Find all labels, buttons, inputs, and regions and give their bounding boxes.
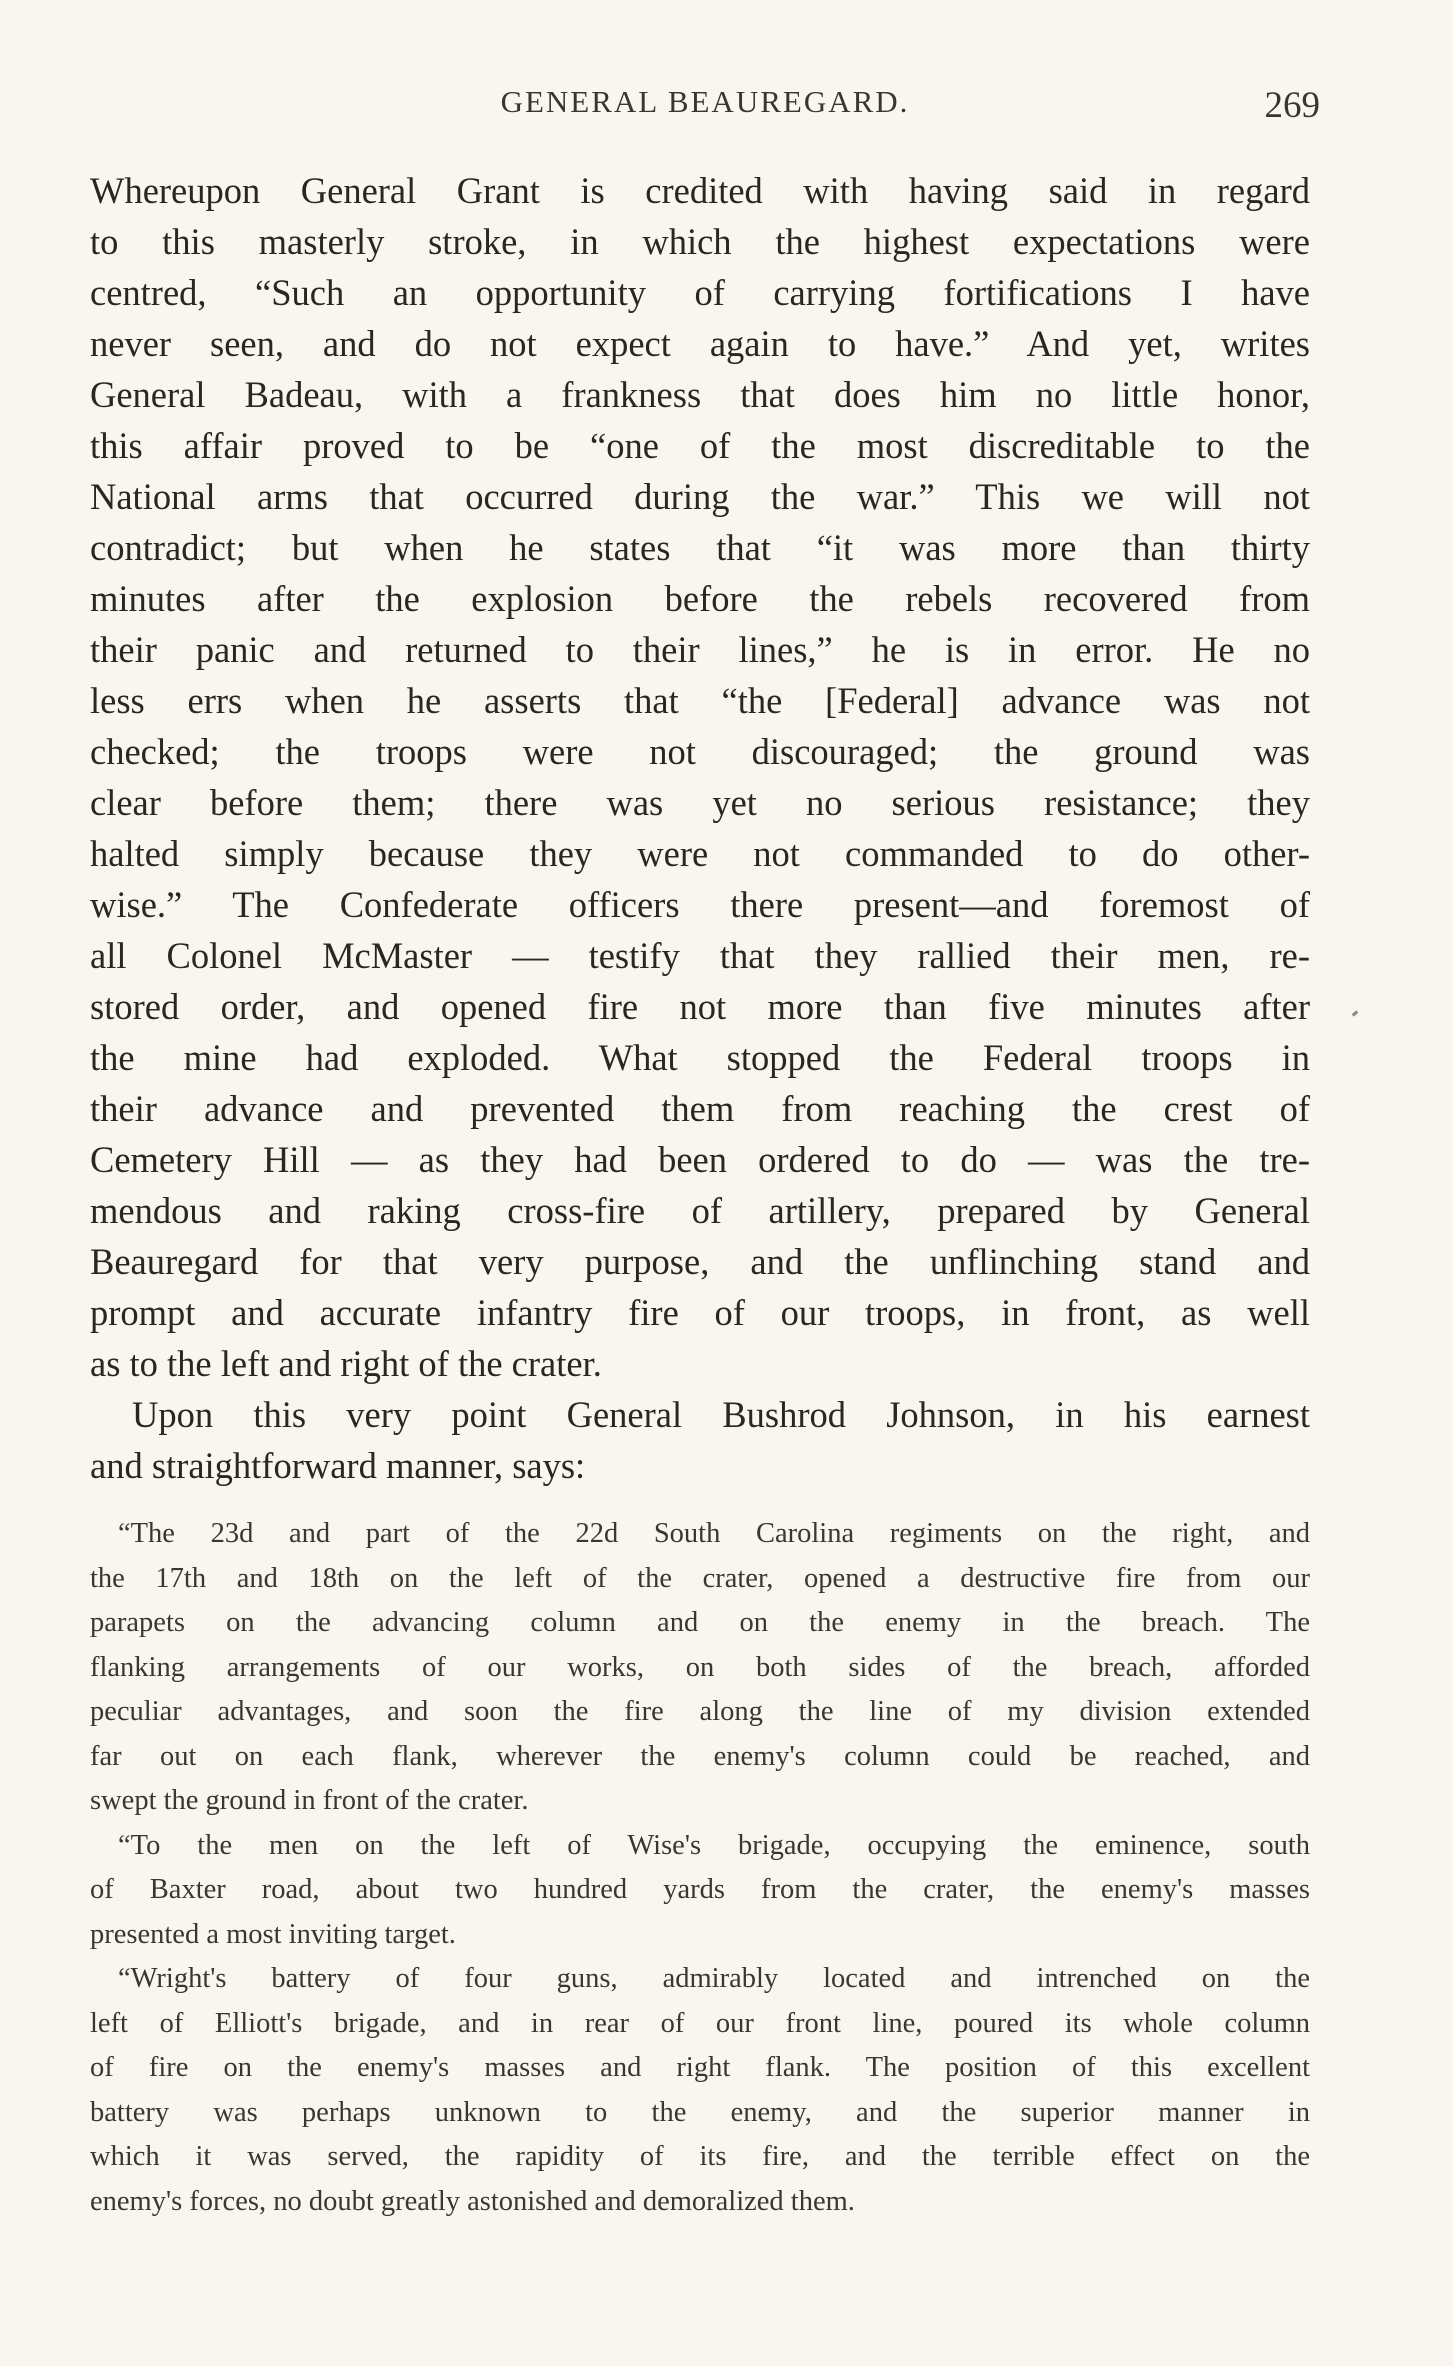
text-line: General Badeau, with a frankness that does him no little honor, [90,374,1310,415]
quote-line: peculiar advantages, and soon the fire along the line of my division extended [90,1696,1310,1727]
page-number: 269 [1264,85,1320,126]
quote-line: presented a most inviting target. [90,1918,456,1950]
quote-line: flanking arrangements of our works, on both sides of the breach, afforded [90,1651,1310,1683]
text-line: National arms that occurred during the war.” This we will not [90,476,1310,517]
text-line: centred, “Such an opportunity of carrying fortifications I have [90,272,1310,313]
text-line: the mine had exploded. What stopped the Federal troops in [90,1037,1310,1078]
running-head: GENERAL BEAUREGARD. [500,84,910,119]
text-line: mendous and raking cross-fire of artillery, prepared by General [90,1190,1310,1231]
text-line: and straightforward manner, says: [90,1445,586,1486]
text-line: all Colonel McMaster — testify that they rallied their men, re- [90,935,1310,976]
text-line: as to the left and right of the crater. [90,1343,602,1384]
text-line: clear before them; there was yet no serious resistance; they [90,782,1310,823]
text-line: never seen, and do not expect again to have.” And yet, writes [90,323,1310,364]
text-line: halted simply because they were not commanded to do other- [90,833,1310,874]
text-line: Cemetery Hill — as they had been ordered to do — was the tre- [90,1139,1310,1180]
quote-line: “The 23d and part of the 22d South Carolina regiments on the right, and [118,1518,1310,1549]
text-line: Whereupon General Grant is credited with having said in regard [90,170,1310,211]
text-line: their panic and returned to their lines,” he is in error. He no [90,629,1310,670]
quote-line: of fire on the enemy's masses and right flank. The position of this excellent [90,2052,1310,2083]
text-line: Upon this very point General Bushrod Johnson, in his earnest [132,1394,1310,1435]
text-line: their advance and prevented them from reaching the crest of [90,1088,1310,1129]
text-line: less errs when he asserts that “the [Federal] advance was not [90,680,1310,721]
text-line: Beauregard for that very purpose, and the unflinching stand and [90,1241,1310,1282]
quote-line: “Wright's battery of four guns, admirably located and intrenched on the [118,1963,1310,1994]
page-header [90,84,1320,134]
quote-line: “To the men on the left of Wise's brigade, occupying the eminence, south [118,1829,1310,1861]
text-line: contradict; but when he states that “it was more than thirty [90,527,1310,568]
margin-mark [1352,1010,1359,1016]
block-quote [90,1512,1310,2224]
text-line: wise.” The Confederate officers there present—and foremost of [90,884,1310,925]
quote-line: battery was perhaps unknown to the enemy, and the superior manner in [90,2096,1310,2128]
main-text [90,165,1310,1491]
quote-line: parapets on the advancing column and on the enemy in the breach. The [90,1607,1310,1638]
text-line: stored order, and opened fire not more than five minutes after [90,986,1310,1027]
quote-line: enemy's forces, no doubt greatly astonished and demoralized them. [90,2185,855,2217]
text-line: checked; the troops were not discouraged; the ground was [90,731,1310,772]
text-line: to this masterly stroke, in which the highest expectations were [90,221,1310,262]
quote-line: the 17th and 18th on the left of the crater, opened a destructive fire from our [90,1562,1310,1594]
text-line: this affair proved to be “one of the most discreditable to the [90,425,1310,466]
quote-line: which it was served, the rapidity of its fire, and the terrible effect on the [90,2141,1310,2172]
text-line: prompt and accurate infantry fire of our troops, in front, as well [90,1292,1310,1333]
quote-line: far out on each flank, wherever the enemy's column could be reached, and [90,1740,1310,1772]
quote-line: left of Elliott's brigade, and in rear of our front line, poured its whole column [90,2007,1310,2039]
quote-line: of Baxter road, about two hundred yards from the crater, the enemy's masses [90,1874,1310,1905]
quote-line: swept the ground in front of the crater. [90,1785,529,1816]
text-line: minutes after the explosion before the rebels recovered from [90,578,1310,619]
